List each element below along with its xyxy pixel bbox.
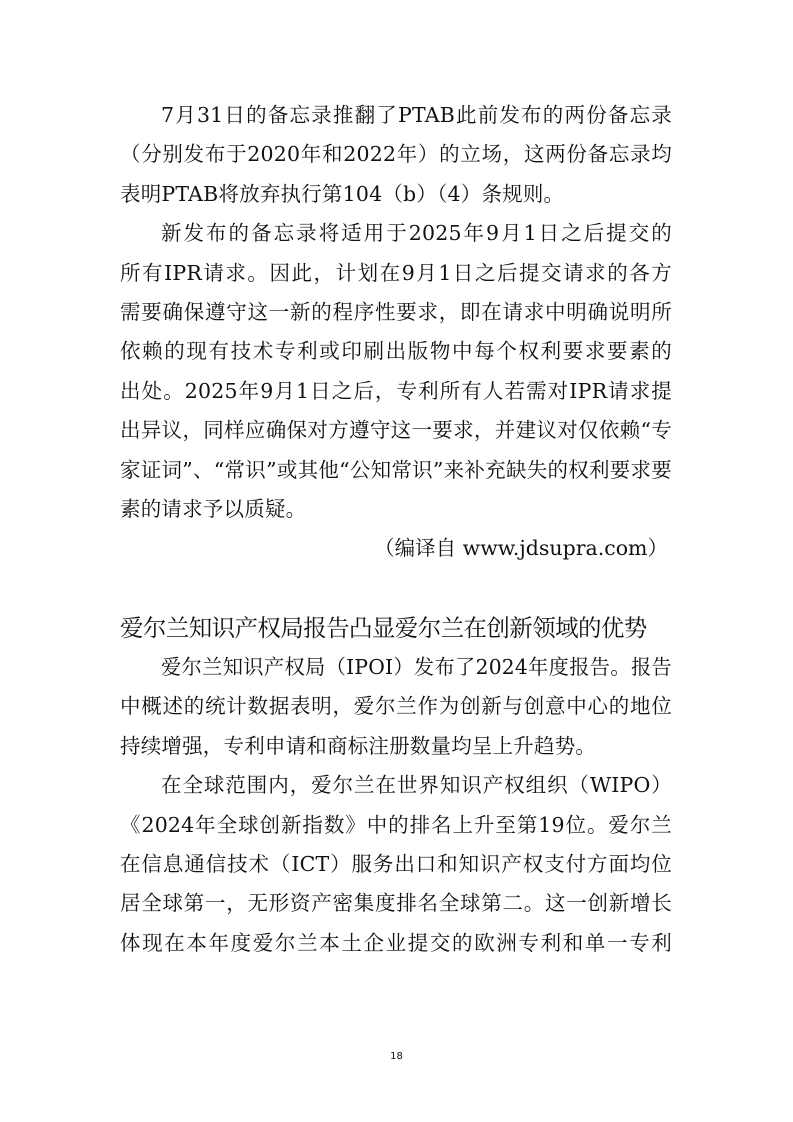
page-content	[120, 96, 672, 963]
text-line: 表明PTAB将放弃执行第104（b）（4）条规则。	[120, 181, 565, 206]
text-line: 出异议，同样应确保对方遵守这一要求，并建议对仅依赖“专	[120, 418, 672, 443]
text-line: 依赖的现有技术专利或印刷出版物中每个权利要求要素的	[120, 339, 672, 364]
article1-paragraph-2	[120, 214, 672, 529]
text-line: 出处。2025年9月1日之后，专利所有人若需对IPR请求提	[120, 378, 672, 403]
text-line: 在全球范围内，爱尔兰在世界知识产权组织（WIPO）	[161, 773, 672, 798]
source-attribution: （编译自 www.jdsupra.com）	[374, 536, 668, 561]
text-line: 7月31日的备忘录推翻了PTAB此前发布的两份备忘录	[161, 103, 672, 127]
text-line: 所有IPR请求。因此，计划在9月1日之后提交请求的各方	[120, 260, 672, 285]
text-line: 需要确保遵守这一新的程序性要求，即在请求中明确说明所	[120, 300, 672, 325]
section-title: 爱尔兰知识产权局报告凸显爱尔兰在创新领域的优势	[120, 613, 647, 642]
text-line: 爱尔兰知识产权局（IPOI）发布了2024年度报告。报告	[161, 654, 672, 679]
text-line: 在信息通信技术（ICT）服务出口和知识产权支付方面均位	[120, 851, 672, 876]
article2-paragraph-1	[120, 648, 672, 766]
page-number: 18	[390, 1051, 403, 1062]
text-line: 《2024年全球创新指数》中的排名上升至第19位。爱尔兰	[120, 812, 672, 837]
text-line: 素的请求予以质疑。	[120, 497, 307, 522]
text-line: 持续增强，专利申请和商标注册数量均呈上升趋势。	[120, 733, 597, 758]
article2-paragraph-2	[120, 766, 672, 963]
article1-paragraph-1	[120, 96, 672, 214]
text-line: 家证词”、“常识”或其他“公知常识”来补充缺失的权利要求要	[120, 457, 672, 482]
text-line: 体现在本年度爱尔兰本土企业提交的欧洲专利和单一专利	[120, 930, 672, 955]
text-line: 新发布的备忘录将适用于2025年9月1日之后提交的	[161, 221, 672, 246]
text-line: 中概述的统计数据表明，爱尔兰作为创新与创意中心的地位	[120, 694, 672, 719]
text-line: （分别发布于2020年和2022年）的立场，这两份备忘录均	[120, 142, 672, 167]
text-line: 居全球第一，无形资产密集度排名全球第二。这一创新增长	[120, 891, 672, 916]
